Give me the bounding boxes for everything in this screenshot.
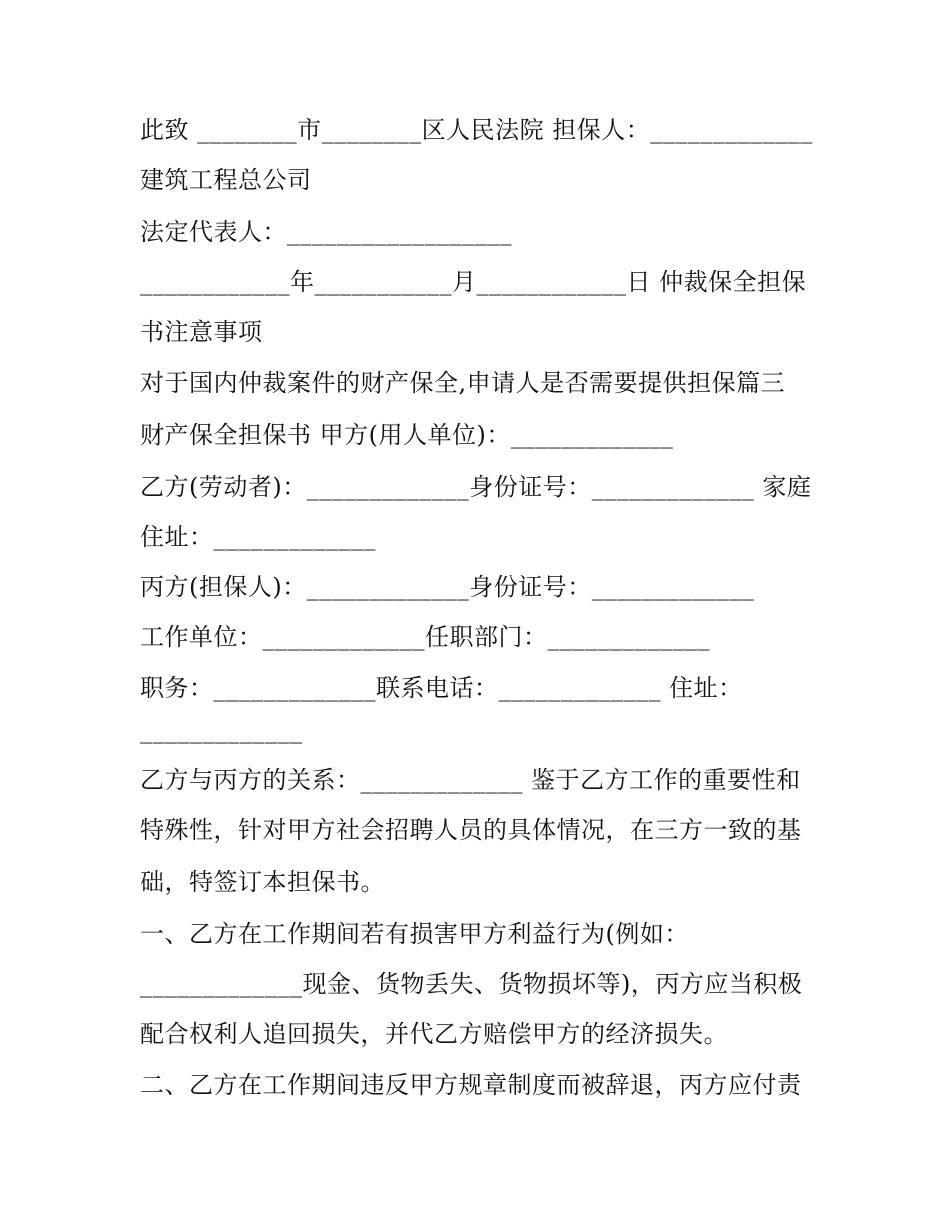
text-line: 乙方(劳动者)：_____________身份证号：_____________ 家庭: [140, 473, 812, 501]
text-line: _____________: [140, 716, 303, 744]
text-line: 建筑工程总公司: [140, 166, 312, 194]
text-line: _____________现金、货物丢失、货物损坏等)，丙方应当积极: [140, 970, 803, 998]
text-line: ____________年___________月____________日 仲裁保全担保: [140, 268, 807, 296]
text-line: 乙方与丙方的关系：_____________ 鉴于乙方工作的重要性和: [140, 766, 801, 794]
text-line: 配合权利人追回损失，并代乙方赔偿甲方的经济损失。: [140, 1020, 728, 1048]
text-line: 财产保全担保书 甲方(用人单位)：_____________: [140, 421, 674, 449]
text-line: 工作单位：_____________任职部门：_____________: [140, 623, 710, 651]
text-line: 此致 ________市________区人民法院 担保人：_____________: [140, 116, 813, 144]
text-line: 础，特签订本担保书。: [140, 868, 385, 896]
text-line: 一、乙方在工作期间若有损害甲方利益行为(例如：: [140, 920, 689, 948]
text-line: 职务：_____________联系电话：_____________ 住址：: [140, 674, 743, 702]
text-line: 法定代表人：__________________: [140, 218, 512, 246]
text-line: 对于国内仲裁案件的财产保全,申请人是否需要提供担保篇三: [140, 369, 786, 397]
text-line: 住址：_____________: [140, 523, 376, 551]
text-line: 书注意事项: [140, 318, 263, 346]
text-line: 特殊性，针对甲方社会招聘人员的具体情况，在三方一致的基: [140, 816, 802, 844]
text-line: 二、乙方在工作期间违反甲方规章制度而被辞退，丙方应付责: [140, 1071, 802, 1099]
text-line: 丙方(担保人)：_____________身份证号：_____________: [140, 573, 755, 601]
